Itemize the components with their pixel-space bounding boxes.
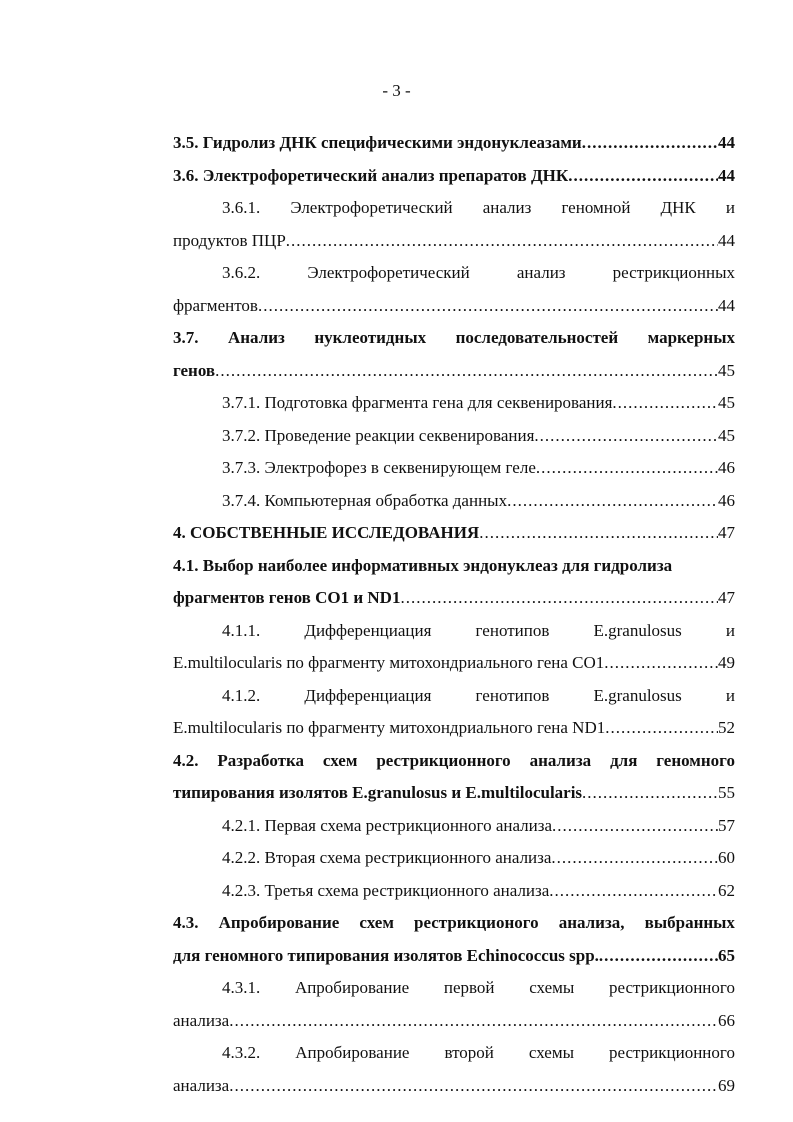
toc-title: 3.7.2. Проведение реакции секвенирования	[222, 425, 535, 445]
toc-word: 3.7.	[173, 328, 199, 347]
toc-entry-3-7-1	[173, 387, 735, 420]
toc-word: 3.6.2.	[222, 263, 261, 282]
toc-entry-4-3-cont	[173, 940, 735, 973]
toc-page: 45	[718, 360, 735, 380]
table-of-contents	[173, 127, 735, 1102]
toc-page: 52	[718, 718, 735, 737]
toc-title: 3.7.3. Электрофорез в секвенирующем геле	[222, 458, 536, 477]
toc-title: 4. СОБСТВЕННЫЕ ИССЛЕДОВАНИЯ	[173, 523, 480, 542]
toc-word: 4.1.2.	[222, 685, 261, 705]
toc-word: второй	[444, 1043, 494, 1062]
toc-entry-3-6-2-cont	[173, 290, 735, 323]
toc-title: 4.2.1. Первая схема рестрикционного анализа	[222, 815, 552, 835]
toc-entry-4-1-1	[173, 615, 735, 648]
toc-page: 46	[718, 490, 735, 510]
toc-word: геномного	[656, 750, 735, 770]
toc-word: анализа,	[558, 913, 625, 932]
toc-title: анализа	[173, 1075, 230, 1095]
toc-word: рестрикционого	[414, 913, 539, 932]
toc-title: типирования изолятов E.granulosus и E.multilocularis	[173, 783, 583, 802]
toc-page: 62	[718, 880, 735, 900]
toc-word: схемы	[528, 1043, 574, 1062]
toc-title: 3.7.1. Подготовка фрагмента гена для секвенирования	[222, 393, 613, 412]
toc-word: Электрофоретический	[307, 263, 470, 282]
toc-word: выбранных	[644, 913, 735, 932]
toc-page: 47	[718, 523, 735, 542]
toc-entry-4-2	[173, 745, 735, 778]
toc-page: 57	[718, 815, 735, 835]
toc-entry-4-3-2	[173, 1037, 735, 1070]
toc-word: последовательностей	[455, 328, 619, 347]
toc-word: Анализ	[227, 328, 285, 347]
toc-entry-4-3-1	[173, 972, 735, 1005]
toc-title: E.multilocularis по фрагменту митохондриального гена ND1	[173, 718, 606, 737]
toc-word: 3.6.1.	[222, 198, 261, 217]
toc-word: генотипов	[475, 685, 550, 705]
toc-entry-4-2-2	[173, 842, 735, 875]
toc-entry-3-7-2	[173, 420, 735, 453]
toc-word: рестрикционного	[609, 1043, 735, 1062]
toc-entry-3-6-2	[173, 257, 735, 290]
toc-word: рестрикционного	[609, 978, 735, 997]
toc-entry-4-2-1	[173, 810, 735, 843]
toc-title: для геномного типирования изолятов Echinococcus spp.	[173, 945, 599, 965]
toc-entry-4-1	[173, 550, 735, 583]
toc-title: продуктов ПЦР	[173, 230, 286, 250]
toc-word: первой	[443, 978, 495, 997]
toc-word: маркерных	[647, 328, 735, 347]
toc-page: 49	[718, 653, 735, 672]
toc-entry-3-6-1	[173, 192, 735, 225]
toc-word: схем	[359, 913, 394, 932]
toc-page: 65	[718, 945, 735, 965]
toc-word: геномной	[561, 198, 631, 217]
toc-word: E.granulosus	[593, 685, 682, 705]
toc-entry-4-1-cont	[173, 582, 735, 615]
toc-entry-4-3-1-cont	[173, 1005, 735, 1038]
toc-word: анализа	[529, 750, 592, 770]
toc-title: анализа	[173, 1010, 230, 1030]
toc-entry-4-2-3	[173, 875, 735, 908]
toc-entry-3-7-4	[173, 485, 735, 518]
toc-page: 69	[718, 1075, 735, 1095]
toc-word: Дифференциация	[304, 620, 432, 640]
toc-page: 47	[718, 588, 735, 607]
toc-word: и	[725, 685, 735, 705]
toc-entry-4-1-2	[173, 680, 735, 713]
toc-title: E.multilocularis по фрагменту митохондриального гена CO1	[173, 653, 605, 672]
toc-word: 4.3.1.	[222, 978, 261, 997]
toc-word: E.granulosus	[593, 620, 682, 640]
toc-word: нуклеотидных	[314, 328, 427, 347]
toc-word: и	[725, 198, 735, 217]
toc-title: генов	[173, 360, 216, 380]
toc-page: 46	[718, 458, 735, 477]
toc-title: 4.2.2. Вторая схема рестрикционного анализа	[222, 848, 552, 867]
toc-page: 44	[718, 165, 735, 185]
toc-word: Апробирование	[295, 1043, 410, 1062]
toc-entry-4-3	[173, 907, 735, 940]
toc-entry-4-1-2-cont	[173, 712, 735, 745]
toc-page: 44	[718, 230, 735, 250]
toc-entry-3-5	[173, 127, 735, 160]
page-number: - 3 -	[382, 81, 411, 100]
toc-word: и	[725, 620, 735, 640]
toc-entry-4-3-2-cont	[173, 1070, 735, 1103]
toc-title: 3.6. Электрофоретический анализ препаратов ДНК	[173, 165, 569, 185]
toc-word: 4.1.1.	[222, 620, 261, 640]
toc-entry-3-7-3	[173, 452, 735, 485]
toc-word: рестрикционных	[612, 263, 735, 282]
toc-word: рестрикционного	[376, 750, 511, 770]
toc-word: ДНК	[660, 198, 696, 217]
toc-page: 45	[718, 425, 735, 445]
toc-page: 55	[718, 783, 735, 802]
toc-title: 3.7.4. Компьютерная обработка данных	[222, 490, 508, 510]
toc-word: схем	[322, 750, 358, 770]
toc-word: 4.2.	[173, 750, 199, 770]
toc-title: 3.5. Гидролиз ДНК специфическими эндонуклеазами	[173, 133, 582, 152]
toc-word: Электрофоретический	[290, 198, 453, 217]
toc-entry-3-7	[173, 322, 735, 355]
toc-word: анализ	[482, 198, 532, 217]
toc-word: Разработка	[217, 750, 305, 770]
toc-page: 44	[718, 295, 735, 315]
toc-entry-3-7-cont	[173, 355, 735, 388]
toc-word: 4.3.2.	[222, 1043, 261, 1062]
toc-title: фрагментов генов CO1 и ND1	[173, 588, 401, 607]
toc-page: 66	[718, 1010, 735, 1030]
toc-word: Апробирование	[294, 978, 410, 997]
toc-page: 44	[718, 133, 735, 152]
toc-word: схемы	[529, 978, 575, 997]
toc-word: Дифференциация	[304, 685, 432, 705]
toc-word: для	[610, 750, 638, 770]
toc-entry-3-6	[173, 160, 735, 193]
toc-word: анализ	[516, 263, 566, 282]
toc-word: генотипов	[475, 620, 550, 640]
toc-entry-4-1-1-cont	[173, 647, 735, 680]
toc-title: 4.2.3. Третья схема рестрикционного анализа	[222, 880, 550, 900]
toc-entry-3-6-1-cont	[173, 225, 735, 258]
toc-entry-4	[173, 517, 735, 550]
toc-word: 4.3.	[173, 913, 199, 932]
toc-entry-4-2-cont	[173, 777, 735, 810]
toc-title: 4.1. Выбор наиболее информативных эндонуклеаз для гидролиза	[173, 555, 673, 575]
toc-word: Апробирование	[218, 913, 340, 932]
toc-page: 60	[718, 848, 735, 867]
toc-title: фрагментов	[173, 295, 258, 315]
toc-page: 45	[718, 393, 735, 412]
